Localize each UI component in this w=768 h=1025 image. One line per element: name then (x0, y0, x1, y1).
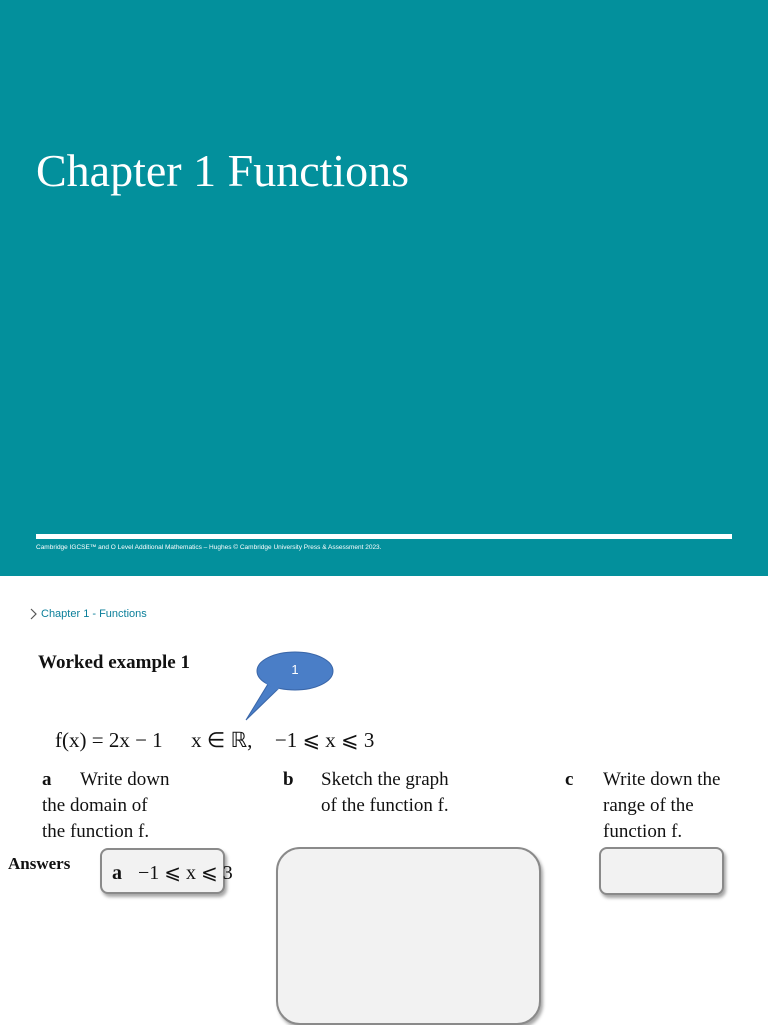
function-domain-set: x ∈ ℝ, (191, 728, 253, 752)
answer-a-label: a (112, 862, 122, 884)
function-interval: −1 ⩽ x ⩽ 3 (274, 728, 375, 752)
answer-a-content (112, 860, 233, 885)
part-a-label: a (42, 769, 52, 790)
part-c-line-1: Write down the (603, 769, 721, 790)
part-b-line-1: Sketch the graph (321, 769, 449, 790)
worked-example-slide (0, 576, 768, 1024)
part-b-question (283, 767, 483, 819)
title-divider (36, 534, 732, 539)
part-c-line-3: function f. (603, 821, 683, 842)
answer-b-box[interactable] (276, 847, 541, 1025)
part-b-line-2: of the function f. (321, 795, 449, 816)
answer-c-box[interactable] (599, 847, 724, 895)
copyright-footer: Cambridge IGCSE™ and O Level Additional Mathematics – Hughes © Cambridge University Press & Assessment 2023. (36, 544, 382, 551)
part-a-question (42, 767, 222, 845)
part-a-line-2: the domain of (42, 795, 148, 816)
answers-label: Answers (8, 854, 71, 873)
function-definition (55, 728, 374, 753)
example-heading: Worked example 1 (38, 652, 190, 673)
answer-a-box[interactable] (100, 848, 233, 894)
slide-title: Chapter 1 Functions (36, 145, 410, 196)
function-expression: f(x) = 2x − 1 (55, 728, 163, 752)
breadcrumb[interactable] (30, 608, 147, 620)
part-c-line-2: range of the (603, 795, 694, 816)
part-a-line-1: Write down (80, 769, 170, 790)
part-c-label: c (565, 769, 574, 790)
breadcrumb-label: Chapter 1 - Functions (41, 608, 147, 620)
part-a-line-3: the function f. (42, 821, 150, 842)
part-b-label: b (283, 769, 294, 790)
part-c-question (565, 767, 765, 845)
chevron-right-icon (30, 608, 38, 620)
answer-a-value: −1 ⩽ x ⩽ 3 (138, 862, 233, 884)
callout-number: 1 (291, 662, 299, 677)
